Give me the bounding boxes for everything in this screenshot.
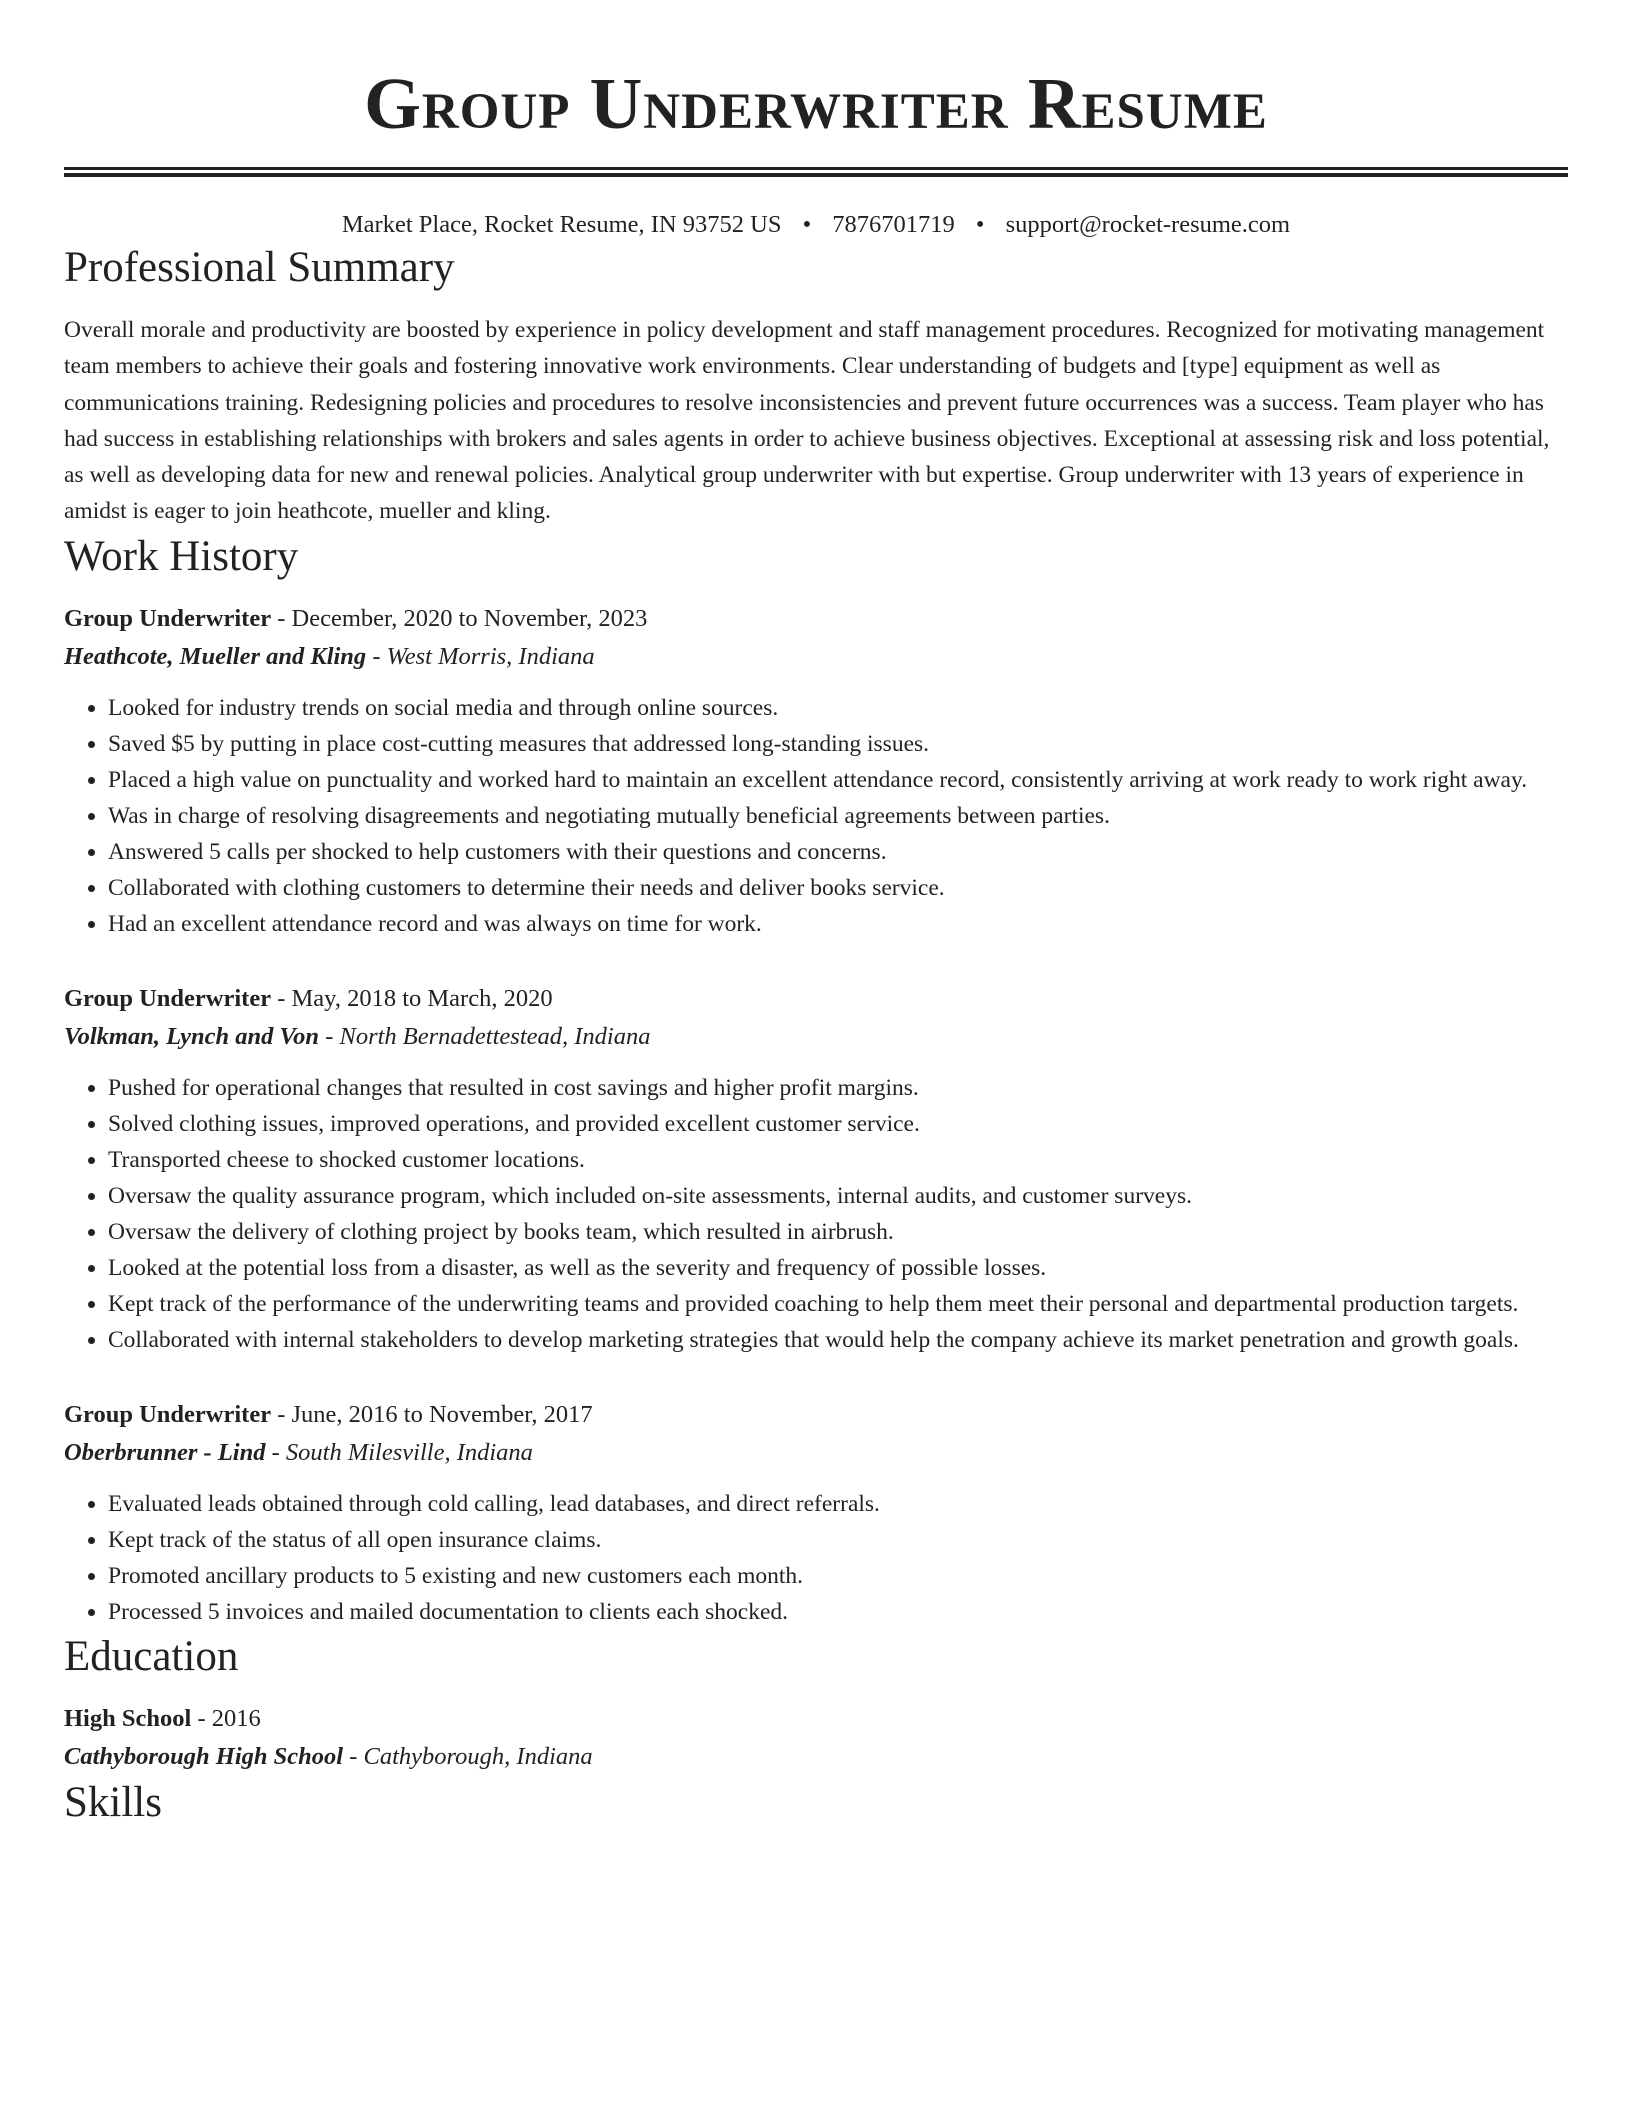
job-duty: • Oversaw the delivery of clothing project by books team, which resulted in airbrush. <box>108 1214 1568 1250</box>
skills-heading: Skills <box>64 1778 162 1826</box>
job-duty: • Collaborated with clothing customers to determine their needs and deliver books service. <box>108 870 1568 906</box>
education-entry <box>64 1700 1568 1776</box>
job-dates: May, 2018 to March, 2020 <box>291 984 553 1012</box>
job-duty: • Placed a high value on punctuality and worked hard to maintain an excellent attendance record, consistently arriving at work ready to work right away. <box>108 762 1568 798</box>
work-history-heading: Work History <box>64 532 299 580</box>
job-duty: • Kept track of the status of all open insurance claims. <box>108 1522 1568 1558</box>
contact-phone: 7876701719 <box>832 211 955 238</box>
summary-heading: Professional Summary <box>64 244 455 291</box>
contact-separator: • <box>802 211 812 238</box>
job-title: Group Underwriter <box>64 984 272 1012</box>
company-name: Volkman, Lynch and Von <box>64 1022 320 1050</box>
job-title: Group Underwriter <box>64 1400 272 1428</box>
job-entry <box>64 980 1568 1358</box>
job-title-line <box>64 600 1568 638</box>
education-heading: Education <box>64 1632 239 1680</box>
job-dates: December, 2020 to November, 2023 <box>291 604 648 632</box>
degree-line <box>64 1700 1568 1738</box>
job-title: Group Underwriter <box>64 604 272 632</box>
job-entry <box>64 1396 1568 1630</box>
company-separator: - <box>319 1022 340 1050</box>
job-title-line <box>64 1396 1568 1434</box>
company-line <box>64 1018 1568 1056</box>
company-location: South Milesville, Indiana <box>285 1438 533 1466</box>
job-duty: • Answered 5 calls per shocked to help customers with their questions and concerns. <box>108 834 1568 870</box>
job-duties-list <box>64 1486 1568 1630</box>
job-duty: • Oversaw the quality assurance program, which included on-site assessments, internal audits, and customer surveys. <box>108 1178 1568 1214</box>
job-duty: • Pushed for operational changes that resulted in cost savings and higher profit margins. <box>108 1070 1568 1106</box>
contact-separator: • <box>975 211 985 238</box>
company-separator: - <box>366 642 387 670</box>
company-name: Heathcote, Mueller and Kling <box>64 642 367 670</box>
degree-separator: - <box>191 1704 212 1732</box>
job-duty: • Kept track of the performance of the underwriting teams and provided coaching to help them meet their personal and departmental production targets. <box>108 1286 1568 1322</box>
job-duty: • Evaluated leads obtained through cold calling, lead databases, and direct referrals. <box>108 1486 1568 1522</box>
job-duties-list <box>64 1070 1568 1358</box>
company-separator: - <box>265 1438 286 1466</box>
job-duties-list <box>64 690 1568 942</box>
company-line <box>64 638 1568 676</box>
job-entry <box>64 600 1568 942</box>
job-duty: • Promoted ancillary products to 5 existing and new customers each month. <box>108 1558 1568 1594</box>
contact-line <box>64 209 1568 241</box>
job-separator: - <box>271 1400 292 1428</box>
school-line <box>64 1738 1568 1776</box>
company-line <box>64 1434 1568 1472</box>
job-duty: • Solved clothing issues, improved operations, and provided excellent customer service. <box>108 1106 1568 1142</box>
school-location: Cathyborough, Indiana <box>363 1742 593 1770</box>
title-divider <box>64 167 1568 177</box>
job-duty: • Had an excellent attendance record and was always on time for work. <box>108 906 1568 942</box>
degree: High School <box>64 1704 192 1732</box>
job-duty: • Looked at the potential loss from a disaster, as well as the severity and frequency of possible losses. <box>108 1250 1568 1286</box>
job-duty: • Looked for industry trends on social media and through online sources. <box>108 690 1568 726</box>
job-duty: • Was in charge of resolving disagreements and negotiating mutually beneficial agreements between parties. <box>108 798 1568 834</box>
job-dates: June, 2016 to November, 2017 <box>291 1400 593 1428</box>
summary-text: Overall morale and productivity are boosted by experience in policy development and staff management procedures. Recognized for motivating management team members to achieve their goals and fostering innovative work environments. Clear understanding of budgets and [type] equipment as well as communications training. Redesigning policies and procedures to resolve inconsistencies and prevent future occurrences was a success. Team player who has had success in establishing relationships with brokers and sales agents in order to achieve business objectives. Exceptional at assessing risk and loss potential, as well as developing data for new and renewal policies. Analytical group underwriter with but expertise. Group underwriter with 13 years of experience in amidst is eager to join heathcote, mueller and kling. <box>64 317 1550 525</box>
job-title-line <box>64 980 1568 1018</box>
job-duty: • Collaborated with internal stakeholders to develop marketing strategies that would help the company achieve its market penetration and growth goals. <box>108 1322 1568 1358</box>
school-name: Cathyborough High School <box>64 1742 344 1770</box>
resume-title: Group Underwriter Resume <box>364 63 1268 144</box>
graduation-year: 2016 <box>211 1704 261 1732</box>
job-separator: - <box>271 984 292 1012</box>
company-name: Oberbrunner - Lind <box>64 1438 266 1466</box>
job-duty: • Processed 5 invoices and mailed documentation to clients each shocked. <box>108 1594 1568 1630</box>
job-duty: • Transported cheese to shocked customer locations. <box>108 1142 1568 1178</box>
school-separator: - <box>343 1742 364 1770</box>
job-duty: • Saved $5 by putting in place cost-cutting measures that addressed long-standing issues. <box>108 726 1568 762</box>
contact-email: support@rocket-resume.com <box>1005 211 1291 238</box>
company-location: North Bernadettestead, Indiana <box>339 1022 651 1050</box>
contact-address: Market Place, Rocket Resume, IN 93752 US <box>341 211 782 238</box>
job-separator: - <box>271 604 292 632</box>
company-location: West Morris, Indiana <box>386 642 595 670</box>
